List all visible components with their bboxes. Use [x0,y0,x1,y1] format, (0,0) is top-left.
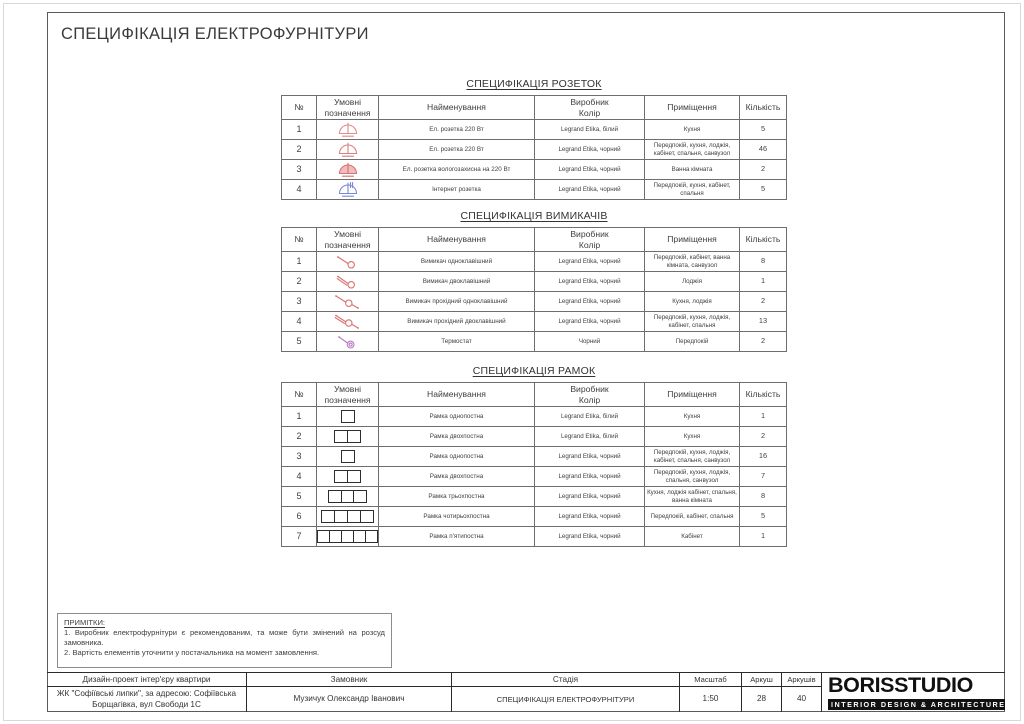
row-number: 6 [282,507,317,527]
col-header-symbol [317,96,379,120]
col-header-qty: Кількість [740,96,787,120]
frame-post [353,490,367,503]
table-row [282,120,787,140]
row-qty: 1 [740,527,787,547]
scale-body: 1:50 [702,694,719,704]
socket-220v-icon [317,121,378,138]
row-number: 2 [282,272,317,292]
table-header-row [282,228,787,252]
row-room: Передпокій, кабінет, ванна кімната, санвузол [645,252,740,272]
row-maker: Legrand Etika, чорний [535,447,645,467]
col-header-symbol-line1: Умовні [334,229,361,240]
row-name: Термостат [379,332,535,352]
table-row [282,447,787,467]
socket-internet-icon [317,181,378,198]
spec-table-switches [281,227,787,352]
row-room: Передпокій, кухня, лоджія, спальня, санвузол [645,467,740,487]
notes-line-1: 1. Виробник електрофурнітури є рекомендованим, та може бути змінений на розсуд замовника. [64,628,385,648]
frame-post [365,530,378,543]
col-header-name: Найменування [379,228,535,252]
col-header-maker-line2: Колір [578,239,601,250]
row-qty: 2 [740,160,787,180]
table-row [282,332,787,352]
row-room: Передпокій, кухня, лоджія, кабінет, спальня [645,312,740,332]
row-room: Лоджія [645,272,740,292]
row-qty: 5 [740,180,787,200]
row-qty: 5 [740,120,787,140]
row-number: 4 [282,312,317,332]
notes-line-2: 2. Вартість елементів уточнити у постачальника на момент замовлення. [64,648,320,658]
section-sockets [281,78,787,200]
row-name: Вимикач одноклавішний [379,252,535,272]
row-room: Кухня [645,120,740,140]
row-maker: Legrand Etika, чорний [535,140,645,160]
spec-table-sockets [281,95,787,200]
row-symbol-cell [317,467,379,487]
row-number: 3 [282,292,317,312]
col-header-symbol-line2: позначення [324,107,371,118]
row-symbol-cell [317,252,379,272]
row-number: 7 [282,527,317,547]
row-room: Передпокій, кухня, кабінет, спальня [645,180,740,200]
row-maker: Legrand Etika, чорний [535,292,645,312]
row-symbol-cell [317,487,379,507]
row-qty: 5 [740,507,787,527]
frame-post [347,430,361,443]
socket-220v-icon [317,141,378,158]
row-symbol-cell [317,140,379,160]
notes-heading: ПРИМІТКИ: [64,618,106,627]
notes-box [57,613,392,668]
row-name: Рамка двохпостна [379,467,535,487]
row-symbol-cell [317,332,379,352]
col-header-no: № [282,228,317,252]
studio-logo [822,673,1005,712]
col-header-room: Приміщення [645,96,740,120]
row-symbol-cell [317,120,379,140]
row-room: Ванна кімната [645,160,740,180]
frame-symbol [317,468,378,485]
row-symbol-cell [317,407,379,427]
row-number: 4 [282,180,317,200]
frame-post [347,470,361,483]
table-row [282,467,787,487]
col-header-maker [535,228,645,252]
row-symbol-cell [317,527,379,547]
row-maker: Legrand Etika, чорний [535,487,645,507]
row-name: Вимикач прохідний одноклавішний [379,292,535,312]
sheets-body: 40 [796,694,807,704]
table-header-row [282,383,787,407]
row-number: 3 [282,447,317,467]
switch-single-icon [317,253,378,270]
row-qty: 2 [740,427,787,447]
table-row [282,140,787,160]
row-symbol-cell [317,272,379,292]
row-name: Рамка двохпостна [379,427,535,447]
socket-waterproof-icon [317,161,378,178]
frame-post [341,410,355,423]
row-symbol-cell [317,180,379,200]
row-room: Кухня [645,407,740,427]
row-number: 1 [282,407,317,427]
col-header-no: № [282,96,317,120]
row-symbol-cell [317,507,379,527]
col-header-symbol [317,228,379,252]
row-number: 1 [282,252,317,272]
frame-post [360,510,374,523]
row-qty: 16 [740,447,787,467]
row-maker: Legrand Etika, чорний [535,272,645,292]
col-header-no: № [282,383,317,407]
row-maker: Legrand Etika, білий [535,407,645,427]
logo-tagline: INTERIOR DESIGN & ARCHITECTURE [828,699,1005,710]
row-number: 5 [282,487,317,507]
row-room: Кухня [645,427,740,447]
table-row [282,407,787,427]
row-room: Передпокій, кабінет, спальня [645,507,740,527]
project-head: Дизайн-проект інтер'єру квартири [47,673,246,687]
col-header-maker [535,96,645,120]
stage-body: СПЕЦИФІКАЦІЯ ЕЛЕКТРОФУРНІТУРИ [496,694,635,704]
col-header-maker-line1: Виробник [570,229,609,240]
row-name: Ел. розетка вологозахисна на 220 Вт [379,160,535,180]
title-block-project [47,673,247,712]
row-room: Кабінет [645,527,740,547]
row-symbol-cell [317,160,379,180]
frame-symbol [317,528,378,545]
row-name: Вимикач двоклавішний [379,272,535,292]
row-qty: 1 [740,407,787,427]
row-symbol-cell [317,427,379,447]
row-room: Кухня, лоджія [645,292,740,312]
frame-symbol [317,448,378,465]
page-title: СПЕЦИФІКАЦІЯ ЕЛЕКТРОФУРНІТУРИ [61,25,369,43]
col-header-name: Найменування [379,96,535,120]
col-header-maker-line1: Виробник [570,97,609,108]
row-number: 2 [282,140,317,160]
row-maker: Legrand Etika, чорний [535,180,645,200]
section-switches [281,210,787,352]
row-name: Рамка однопостна [379,447,535,467]
col-header-qty: Кількість [740,383,787,407]
table-row [282,252,787,272]
row-symbol-cell [317,447,379,467]
section-frames [281,365,787,547]
row-number: 4 [282,467,317,487]
row-number: 3 [282,160,317,180]
frame-symbol [317,508,378,525]
row-maker: Legrand Etika, чорний [535,252,645,272]
col-header-qty: Кількість [740,228,787,252]
row-qty: 8 [740,487,787,507]
stage-head: Стадія [452,673,679,687]
col-header-room: Приміщення [645,228,740,252]
row-maker: Чорний [535,332,645,352]
logo-wordmark: BORISSTUDIO [828,673,973,698]
row-maker: Legrand Etika, чорний [535,527,645,547]
row-maker: Legrand Etika, білий [535,427,645,447]
spec-table-frames [281,382,787,547]
client-body: Музичук Олександр Іванович [293,694,405,704]
row-qty: 13 [740,312,787,332]
title-block-scale [680,673,742,712]
table-row [282,292,787,312]
project-body: ЖК "Софіївські липки", за адресою: Софіївська Борщагівка, вул Свободи 1С [56,689,237,709]
row-qty: 8 [740,252,787,272]
switch-pass-single-icon [317,293,378,310]
switch-double-icon [317,273,378,290]
row-maker: Legrand Etika, білий [535,120,645,140]
row-maker: Legrand Etika, чорний [535,160,645,180]
row-room: Передпокій, кухня, лоджія, кабінет, спальня, санвузол [645,140,740,160]
row-maker: Legrand Etika, чорний [535,507,645,527]
switch-pass-double-icon [317,313,378,330]
table-row [282,487,787,507]
title-block-client [247,673,452,712]
row-number: 2 [282,427,317,447]
row-symbol-cell [317,312,379,332]
sheets-head: Аркушів [782,673,821,687]
frame-symbol [317,428,378,445]
col-header-maker [535,383,645,407]
table-row [282,180,787,200]
sheet-head: Аркуш [742,673,781,687]
title-block-sheet [742,673,782,712]
col-header-name: Найменування [379,383,535,407]
row-qty: 1 [740,272,787,292]
table-row [282,507,787,527]
col-header-symbol-line1: Умовні [334,384,361,395]
row-symbol-cell [317,292,379,312]
row-name: Ел. розетка 220 Вт [379,140,535,160]
col-header-symbol [317,383,379,407]
row-name: Інтернет розетка [379,180,535,200]
thermostat-icon [317,333,378,350]
table-row [282,272,787,292]
table-row [282,312,787,332]
row-maker: Legrand Etika, чорний [535,467,645,487]
row-name: Ел. розетка 220 Вт [379,120,535,140]
row-name: Вимикач прохідний двоклавішний [379,312,535,332]
row-room: Передпокій [645,332,740,352]
row-name: Рамка п'ятипостна [379,527,535,547]
col-header-room: Приміщення [645,383,740,407]
frame-symbol [317,408,378,425]
table-row [282,427,787,447]
col-header-maker-line1: Виробник [570,384,609,395]
row-qty: 2 [740,292,787,312]
row-maker: Legrand Etika, чорний [535,312,645,332]
row-qty: 46 [740,140,787,160]
row-name: Рамка однопостна [379,407,535,427]
col-header-symbol-line2: позначення [324,394,371,405]
row-number: 5 [282,332,317,352]
sheet-body: 28 [756,694,767,704]
row-room: Кухня, лоджія кабінет, спальня, ванна кімната [645,487,740,507]
row-qty: 7 [740,467,787,487]
col-header-symbol-line1: Умовні [334,97,361,108]
row-name: Рамка трьохпостна [379,487,535,507]
table-row [282,527,787,547]
col-header-maker-line2: Колір [578,107,601,118]
title-block [47,672,1005,712]
row-room: Передпокій, кухня, лоджія, кабінет, спальня, санвузол [645,447,740,467]
table-header-row [282,96,787,120]
row-name: Рамка чотирьохпостна [379,507,535,527]
row-number: 1 [282,120,317,140]
frame-symbol [317,488,378,505]
scale-head: Масштаб [680,673,741,687]
title-block-sheets [782,673,822,712]
section-title-switches: СПЕЦИФІКАЦІЯ ВИМИКАЧІВ [460,210,608,222]
client-head: Замовник [247,673,451,687]
row-qty: 2 [740,332,787,352]
section-title-sockets: СПЕЦИФІКАЦІЯ РОЗЕТОК [466,78,602,90]
frame-post [341,450,355,463]
table-row [282,160,787,180]
title-block-stage [452,673,680,712]
col-header-maker-line2: Колір [578,394,601,405]
section-title-frames: СПЕЦИФІКАЦІЯ РАМОК [472,365,596,377]
col-header-symbol-line2: позначення [324,239,371,250]
